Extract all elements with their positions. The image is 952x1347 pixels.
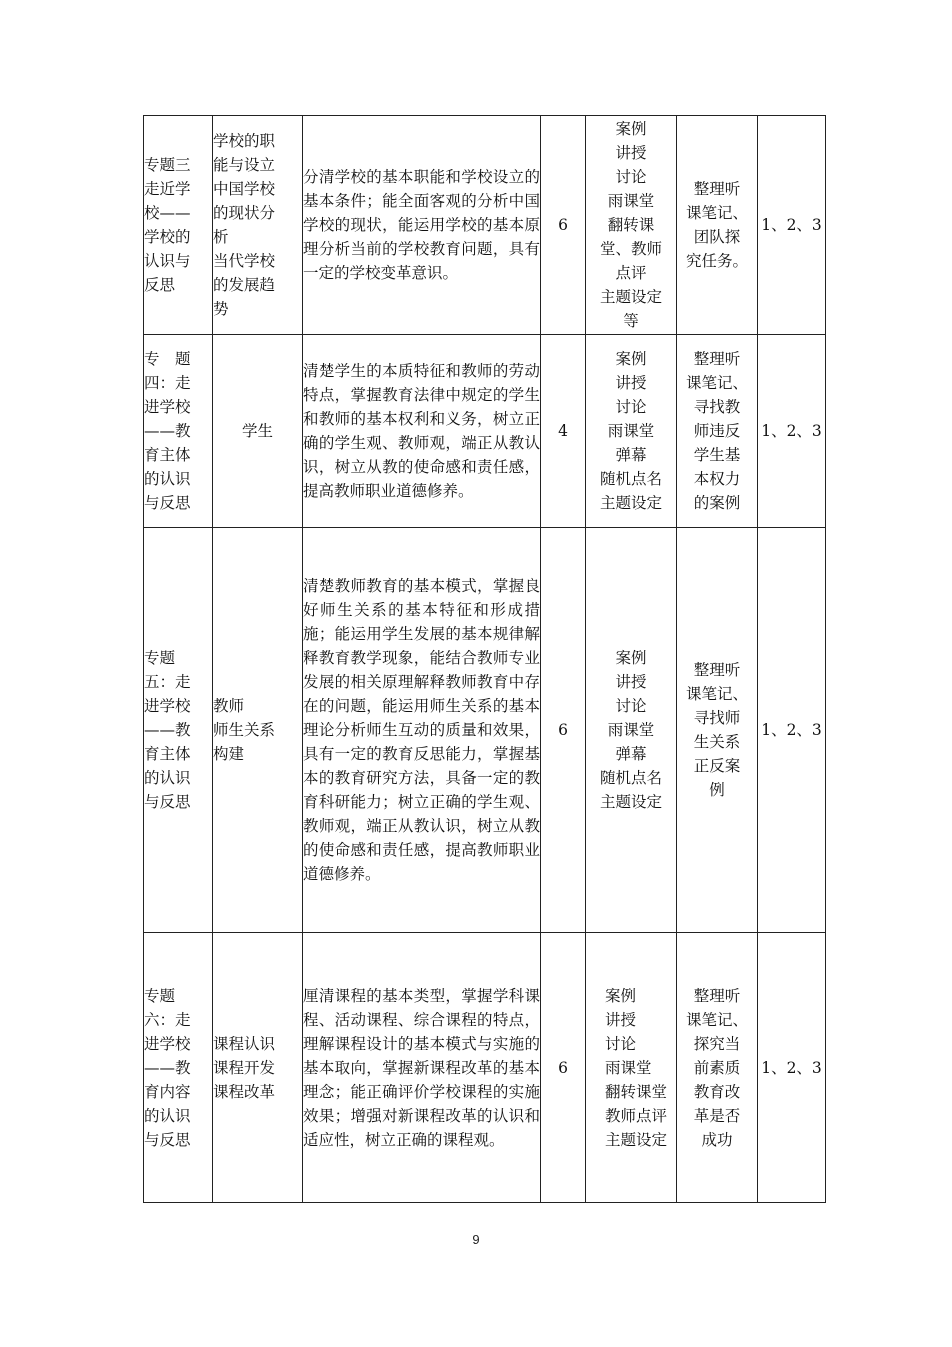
hours-cell: 6: [541, 528, 586, 933]
hours-cell: 6: [541, 933, 586, 1203]
topic-cell: 专 题 四：走 进学校 ——教 育主体 的认识 与反思: [144, 335, 213, 528]
syllabus-table: [143, 115, 826, 1203]
table-row: [144, 933, 826, 1203]
reference-cell: 1、2、3: [758, 528, 826, 933]
content-cell: 教师 师生关系 构建: [213, 528, 303, 933]
page-number: 9: [472, 1232, 480, 1247]
method-cell: 案例 讲授 讨论 雨课堂 弹幕 随机点名 主题设定: [586, 528, 677, 933]
task-cell: 整理听 课笔记、 寻找师 生关系 正反案 例: [677, 528, 758, 933]
table-row: [144, 116, 826, 335]
goal-cell: 厘清课程的基本类型，掌握学科课程、活动课程、综合课程的特点，理解课程设计的基本模式与实施的基本取向，掌握新课程改革的基本理念；能正确评价学校课程的实施效果；增强对新课程改革的认识和适应性，树立正确的课程观。: [303, 933, 541, 1203]
content-cell: 学生: [213, 335, 303, 528]
hours-cell: 4: [541, 335, 586, 528]
content-cell: 课程认识 课程开发 课程改革: [213, 933, 303, 1203]
hours-cell: 6: [541, 116, 586, 335]
goal-cell: 分清学校的基本职能和学校设立的基本条件；能全面客观的分析中国学校的现状，能运用学校的基本原理分析当前的学校教育问题，具有一定的学校变革意识。: [303, 116, 541, 335]
goal-cell: 清楚教师教育的基本模式，掌握良好师生关系的基本特征和形成措施；能运用学生发展的基本规律解释教育教学现象，能结合教师专业发展的相关原理解释教师教育中存在的问题，能运用师生关系的基本理论分析师生互动的质量和效果，具有一定的教育反思能力，掌握基本的教育研究方法，具备一定的教育科研能力；树立正确的学生观、教师观，端正从教认识，树立从教的使命感和责任感，提高教师职业道德修养。: [303, 528, 541, 933]
task-cell: 整理听 课笔记、 寻找教 师违反 学生基 本权力 的案例: [677, 335, 758, 528]
reference-cell: 1、2、3: [758, 335, 826, 528]
topic-cell: 专题三 走近学 校—— 学校的 认识与 反思: [144, 116, 213, 335]
goal-cell: 清楚学生的本质特征和教师的劳动特点，掌握教育法律中规定的学生和教师的基本权利和义务，树立正确的学生观、教师观，端正从教认识，树立从教的使命感和责任感，提高教师职业道德修养。: [303, 335, 541, 528]
topic-cell: 专题 六：走 进学校 ——教 育内容 的认识 与反思: [144, 933, 213, 1203]
method-cell: 案例 讲授 讨论 雨课堂 弹幕 随机点名 主题设定: [586, 335, 677, 528]
method-cell: 案例 讲授 讨论 雨课堂 翻转课堂 教师点评 主题设定: [586, 933, 677, 1203]
content-cell: 学校的职 能与设立 中国学校 的现状分 析 当代学校 的发展趋 势: [213, 116, 303, 335]
topic-cell: 专题 五：走 进学校 ——教 育主体 的认识 与反思: [144, 528, 213, 933]
task-cell: 整理听 课笔记、 团队探 究任务。: [677, 116, 758, 335]
table-row: [144, 528, 826, 933]
reference-cell: 1、2、3: [758, 116, 826, 335]
task-cell: 整理听 课笔记、 探究当 前素质 教育改 革是否 成功: [677, 933, 758, 1203]
reference-cell: 1、2、3: [758, 933, 826, 1203]
table-row: [144, 335, 826, 528]
method-cell: 案例 讲授 讨论 雨课堂 翻转课 堂、教师 点评 主题设定 等: [586, 116, 677, 335]
